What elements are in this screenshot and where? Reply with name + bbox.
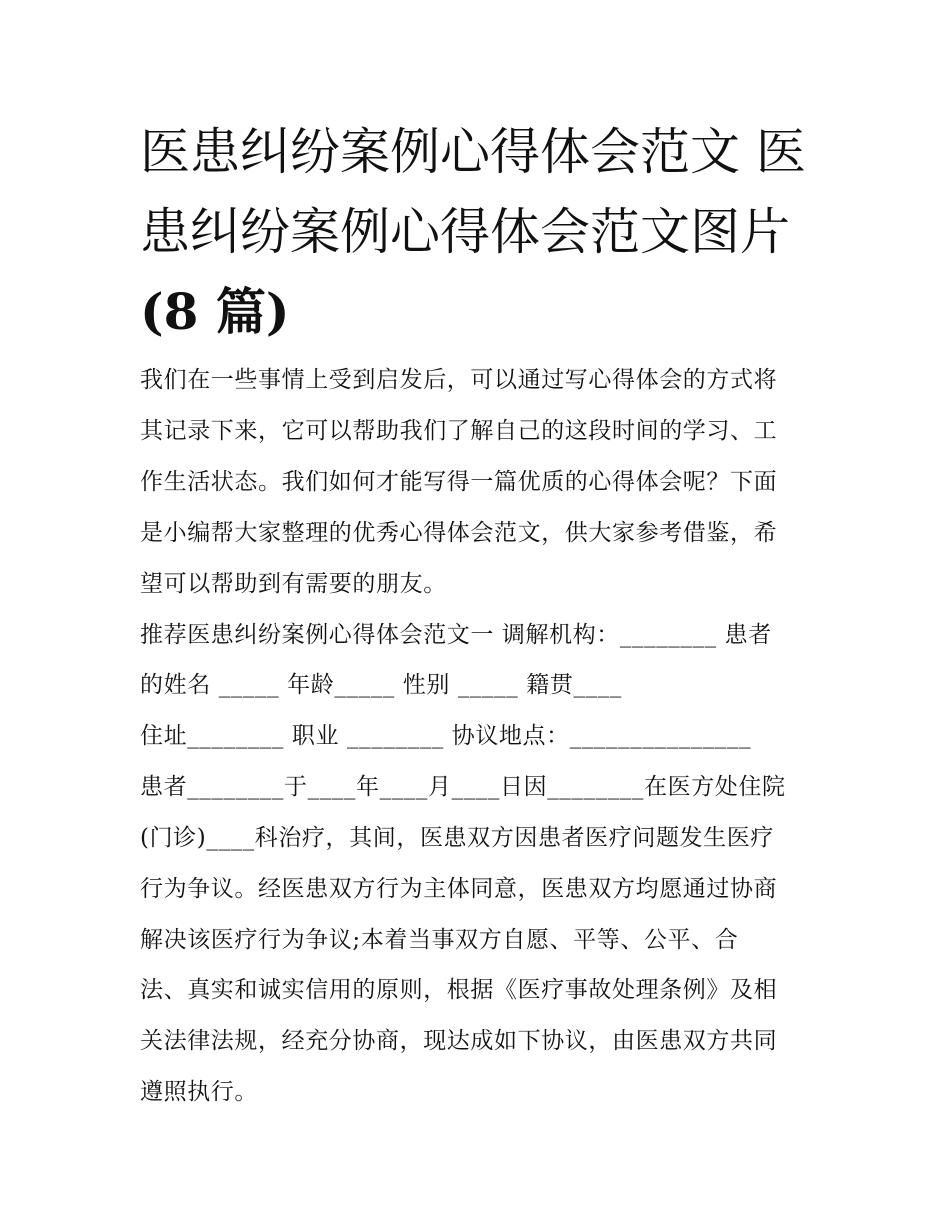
body-line: 法、真实和诚实信用的原则，根据《医疗事故处理条例》及相 xyxy=(140,977,778,1003)
title-count: (8 篇) xyxy=(140,282,290,341)
intro-line: 是小编帮大家整理的优秀心得体会范文，供大家参考借鉴，希 xyxy=(140,520,778,546)
intro-line: 望可以帮助到有需要的朋友。 xyxy=(140,571,447,597)
body-line: 患者________于____年____月____日因________在医方处住院 xyxy=(140,774,786,800)
body-line: 推荐医患纠纷案例心得体会范文一 调解机构：________ 患者 xyxy=(140,622,772,648)
body-line: (门诊)____科治疗，其间，医患双方因患者医疗问题发生医疗 xyxy=(140,825,774,851)
body-line: 的姓名 _____ 年龄_____ 性别 _____ 籍贯____ xyxy=(140,672,622,698)
body-line: 住址________ 职业 ________ 协议地点：_______________ xyxy=(140,723,752,749)
intro-line: 作生活状态。我们如何才能写得一篇优质的心得体会呢？下面 xyxy=(140,469,778,495)
intro-line: 我们在一些事情上受到启发后，可以通过写心得体会的方式将 xyxy=(140,367,778,393)
intro-line: 其记录下来，它可以帮助我们了解自己的这段时间的学习、工 xyxy=(140,418,778,444)
body-line: 遵照执行。 xyxy=(140,1079,258,1105)
title-text: 医患纠纷案例心得体会范文 医患纠纷案例心得体会范文图片 xyxy=(140,123,806,261)
body-line: 关法律法规，经充分协商，现达成如下协议，由医患双方共同 xyxy=(140,1028,778,1054)
body-line: 行为争议。经医患双方行为主体同意，医患双方均愿通过协商 xyxy=(140,876,778,902)
document-title xyxy=(140,112,830,352)
body-line: 解决该医疗行为争议;本着当事双方自愿、平等、公平、合 xyxy=(140,927,739,953)
